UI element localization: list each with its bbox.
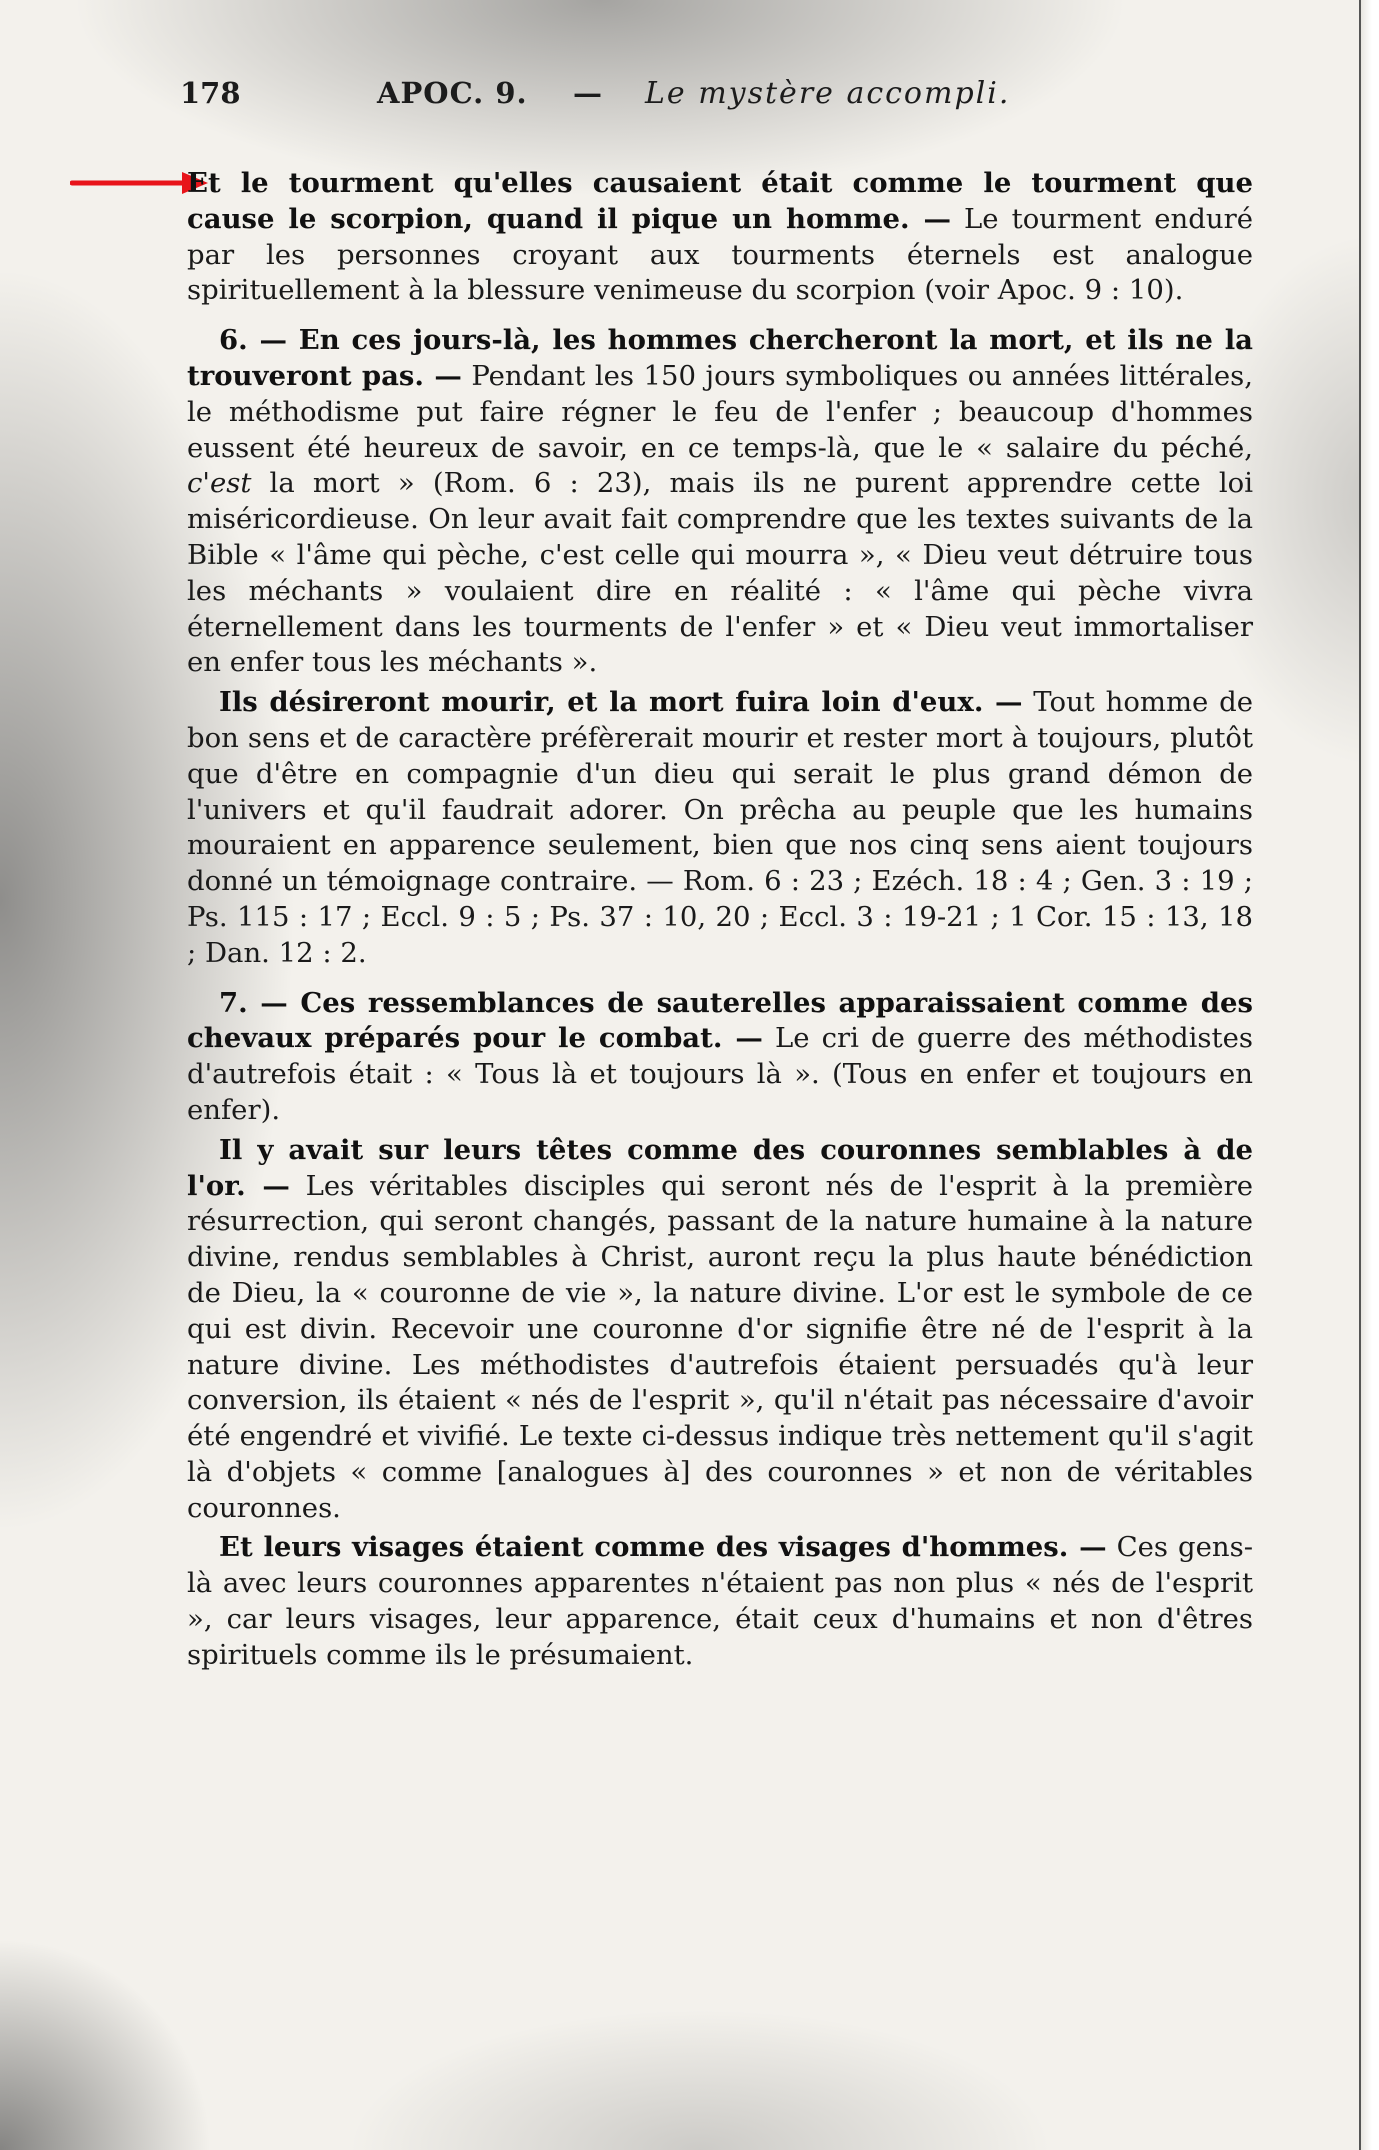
header-separator: — [573,76,602,110]
verse-heading: 6. — En ces jours-là, les hommes chercheront la mort, et ils ne la trouveront pas. — [187,324,1253,392]
verse-heading: Il y avait sur leurs têtes comme des couronnes semblables à de l'or. — [187,1133,1253,1202]
commentary-text: Le cri de guerre des méthodistes d'autrefois était : « Tous là et toujours là ». (Tous en enfer et toujours en enfer). [187,1022,1253,1126]
verse-heading: Et leurs visages étaient comme des visages d'hommes. — [219,1531,1107,1564]
paragraph-desireront [187,685,1253,971]
page-edge [1359,0,1379,2150]
commentary-text: Ces gens-là avec leurs couronnes apparentes n'étaient pas non plus « nés de l'esprit », car leurs visages, leur apparence, était ceux d'humains et non d'êtres spirituels comme ils le présumaient. [187,1531,1253,1671]
body-text [187,166,1253,1674]
commentary-text: Les véritables disciples qui seront nés de l'esprit à la première résurrection, qui seront changés, passant de la nature humaine à la nature divine, rendus semblables à Christ, auront reçu la plus haute bénédiction de Dieu, la « couronne de vie », la nature divine. L'or est le symbole de ce qui est divin. Recevoir une couronne d'or signifie être né de l'esprit à la nature divine. Les méthodistes d'autrefois étaient persuadés qu'à leur conversion, ils étaient « nés de l'esprit », qu'il n'était pas nécessaire d'avoir été engendré et vivifié. Le texte ci-dessus indique très nettement qu'il s'agit là d'objets « comme [analogues à] des couronnes » et non de véritables couronnes. [187,1169,1253,1524]
running-subtitle: Le mystère accompli. [645,76,1011,111]
commentary-text: Pendant les 150 jours symboliques ou années littérales, le méthodisme put faire régner le feu de l'enfer ; beaucoup d'hommes eussent été heureux de savoir, en ce temps-là, que le « salaire du péché, [187,359,1254,464]
commentary-text: Tout homme de bon sens et de caractère préfèrerait mourir et rester mort à toujours, plutôt que d'être en compagnie d'un dieu qui serait le plus grand démon de l'univers et qu'il faudrait adorer. On prêcha au peuple que les humains mouraient en apparence seulement, bien que nos cinq sens aient toujours donné un témoignage contraire. — Rom. 6 : 23 ; Ezéch. 18 : 4 ; Gen. 3 : 19 ; Ps. 115 : 17 ; Eccl. 9 : 5 ; Ps. 37 : 10, 20 ; Eccl. 3 : 19-21 ; 1 Cor. 15 : 13, 18 ; Dan. 12 : 2. [187,686,1253,969]
verse-heading: 7. — Ces ressemblances de sauterelles apparaissaient comme des chevaux préparés pour le combat. — [187,986,1253,1055]
verse-heading: Et le tourment qu'elles causaient était comme le tourment que cause le scorpion, quand il pique un homme. — [187,167,1253,235]
page-number: 178 [180,76,241,110]
commentary-text: Le tourment enduré par les personnes croyant aux tourments éternels est analogue spirituellement à la blessure venimeuse du scorpion (voir Apoc. 9 : 10). [187,202,1254,307]
paragraph-visages [187,1530,1253,1673]
paragraph-verse-6 [187,323,1253,681]
commentary-text: la mort » (Rom. 6 : 23), mais ils ne purent apprendre cette loi miséricordieuse. On leur avait fait comprendre que les textes suivants de la Bible « l'âme qui pèche, c'est celle qui mourra », « Dieu veut détruire tous les méchants » voulaient dire en réalité : « l'âme qui pèche vivra éternellement dans les tourments de l'enfer » et « Dieu veut immortaliser en enfer tous les méchants ». [187,467,1253,679]
verse-heading: Ils désireront mourir, et la mort fuira loin d'eux. — [219,686,1023,719]
running-title: APOC. 9. [377,76,528,110]
emphasis-text: c'est [187,467,252,500]
running-header [180,76,1060,116]
paragraph-couronnes [187,1133,1253,1527]
paragraph-tourment [187,166,1253,309]
paragraph-verse-7 [187,986,1253,1129]
